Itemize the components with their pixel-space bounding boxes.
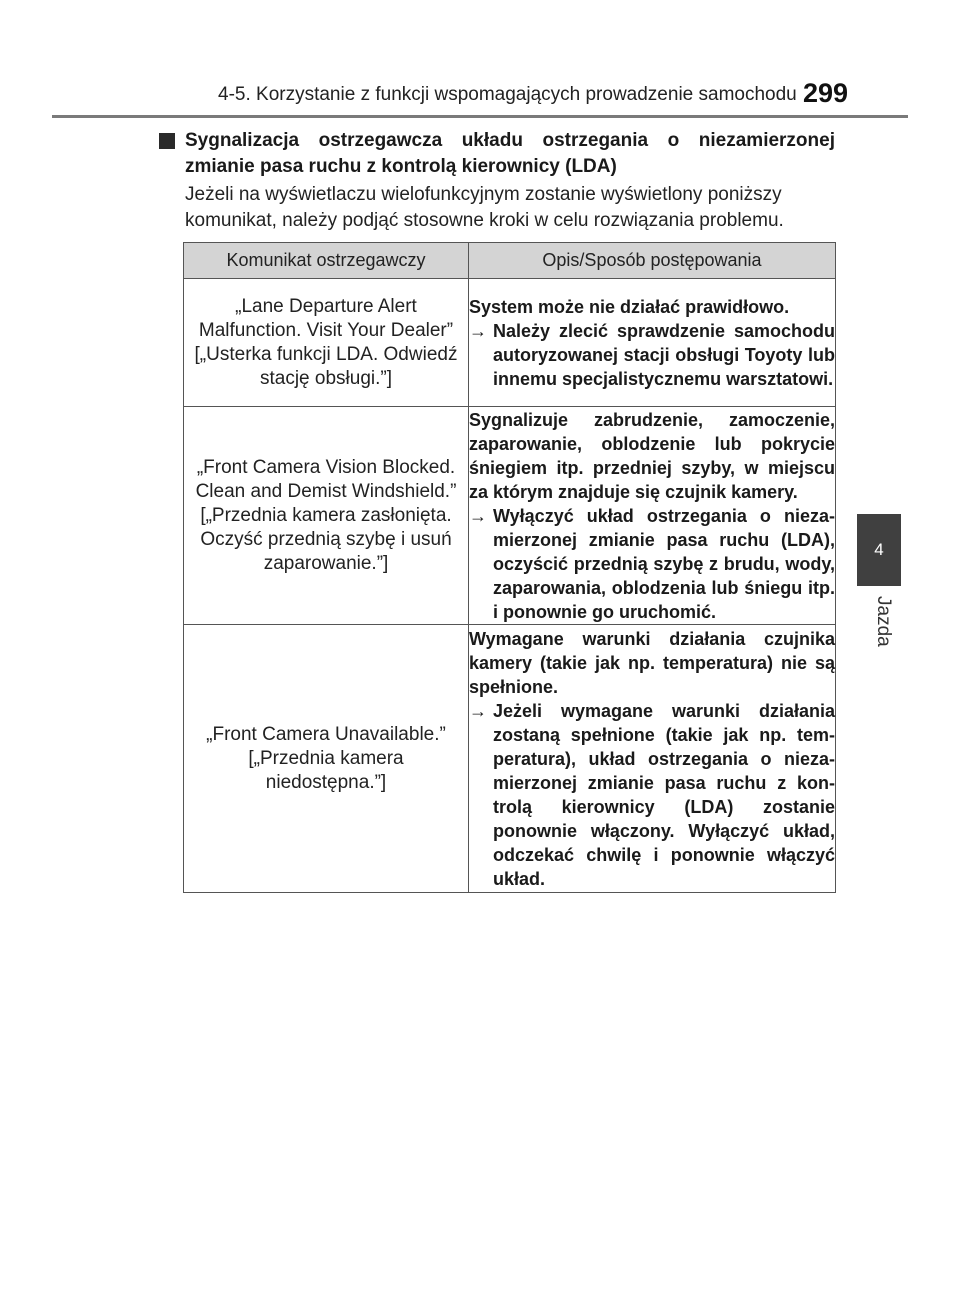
description-text: Wymagane warunki działania czujnika kamery (takie jak np. temperatura) nie są spełnione. — [469, 628, 835, 697]
message-line: „Front Camera Vision Blocked. — [196, 456, 456, 478]
chapter-tab — [857, 514, 901, 586]
message-line: niedostępna.”] — [265, 771, 387, 793]
table-header-row — [184, 243, 836, 279]
header-title: 4-5. Korzystanie z funkcji wspomagających prowadzenie samochodu — [218, 84, 797, 105]
arrow-right-icon: → — [469, 320, 487, 341]
arrow-right-icon: → — [469, 505, 487, 526]
message-cell — [184, 279, 469, 407]
column-header-description: Opis/Sposób postępowania — [469, 243, 836, 279]
description-cell — [469, 407, 836, 625]
section-heading: Sygnalizacja ostrzegawcza układu ostrzegania o niezamierzonej zmianie pasa ruchu z kontrolą kierownicy (LDA) — [185, 130, 835, 177]
message-line: [„Przednia kamera — [248, 747, 404, 769]
message-line: Oczyść przednią szybę i usuń — [200, 528, 452, 550]
square-bullet-icon — [159, 133, 175, 149]
header-rule — [52, 115, 908, 118]
table-row — [184, 279, 836, 407]
action-text: Należy zlecić sprawdzenie samochodu autoryzowanej stacji obsługi Toyoty lub innemu specjalistycznemu warsztatowi. — [493, 320, 835, 389]
message-line: stację obsługi.”] — [259, 367, 392, 389]
message-line: zaparowanie.”] — [263, 552, 389, 574]
action-item — [469, 699, 835, 891]
page-number: 299 — [803, 78, 849, 108]
message-line: [„Przednia kamera zasłonięta. — [200, 504, 452, 526]
description-text: System może nie działać prawidłowo. — [469, 296, 790, 317]
message-cell — [184, 625, 469, 893]
chapter-number: 4 — [874, 540, 884, 559]
description-cell — [469, 279, 836, 407]
table-row — [184, 407, 836, 625]
arrow-right-icon: → — [469, 700, 487, 721]
message-line: „Front Camera Unavailable.” — [206, 723, 446, 745]
action-item — [469, 504, 835, 624]
action-item — [469, 319, 835, 391]
column-header-message: Komunikat ostrzegawczy — [184, 243, 469, 279]
message-cell — [184, 407, 469, 625]
message-line: [„Usterka funkcji LDA. Odwiedź — [194, 343, 458, 365]
table-row — [184, 625, 836, 893]
message-line: Malfunction. Visit Your Dealer” — [198, 319, 454, 341]
message-line: „Lane Departure Alert — [235, 295, 417, 317]
action-text: Jeżeli wymagane warunki działania zostaną spełnione (takie jak np. temperatura), układ ostrzegania o niezamierzonej zmianie pasa ruchu z kontrolą kierownicy (LDA) zostanie ponownie włączony. Wyłączyć układ, odczekać chwilę i ponownie włączyć układ. — [493, 700, 835, 889]
warning-table — [183, 242, 836, 893]
action-text: Wyłączyć układ ostrzegania o niezamierzonej zmianie pasa ruchu (LDA), oczyścić przednią szybę z brudu, wody, zaparowania, oblodzenia lub śniegu itp. i ponownie go uruchomić. — [493, 505, 835, 622]
intro-paragraph: Jeżeli na wyświetlaczu wielofunkcyjnym zostanie wyświetlony poniższy komunikat, należy podjąć stosowne kroki w celu rozwiązania problemu. — [185, 184, 784, 231]
description-cell — [469, 625, 836, 893]
chapter-label: Jazda — [873, 596, 894, 647]
description-text: Sygnalizuje zabrudzenie, zamoczenie, zaparowanie, oblodzenie lub pokrycie śniegiem itp. przedniej szyby, w miejscu za którym znajduje się czujnik kamery. — [469, 409, 835, 502]
message-line: Clean and Demist Windshield.” — [195, 480, 457, 502]
